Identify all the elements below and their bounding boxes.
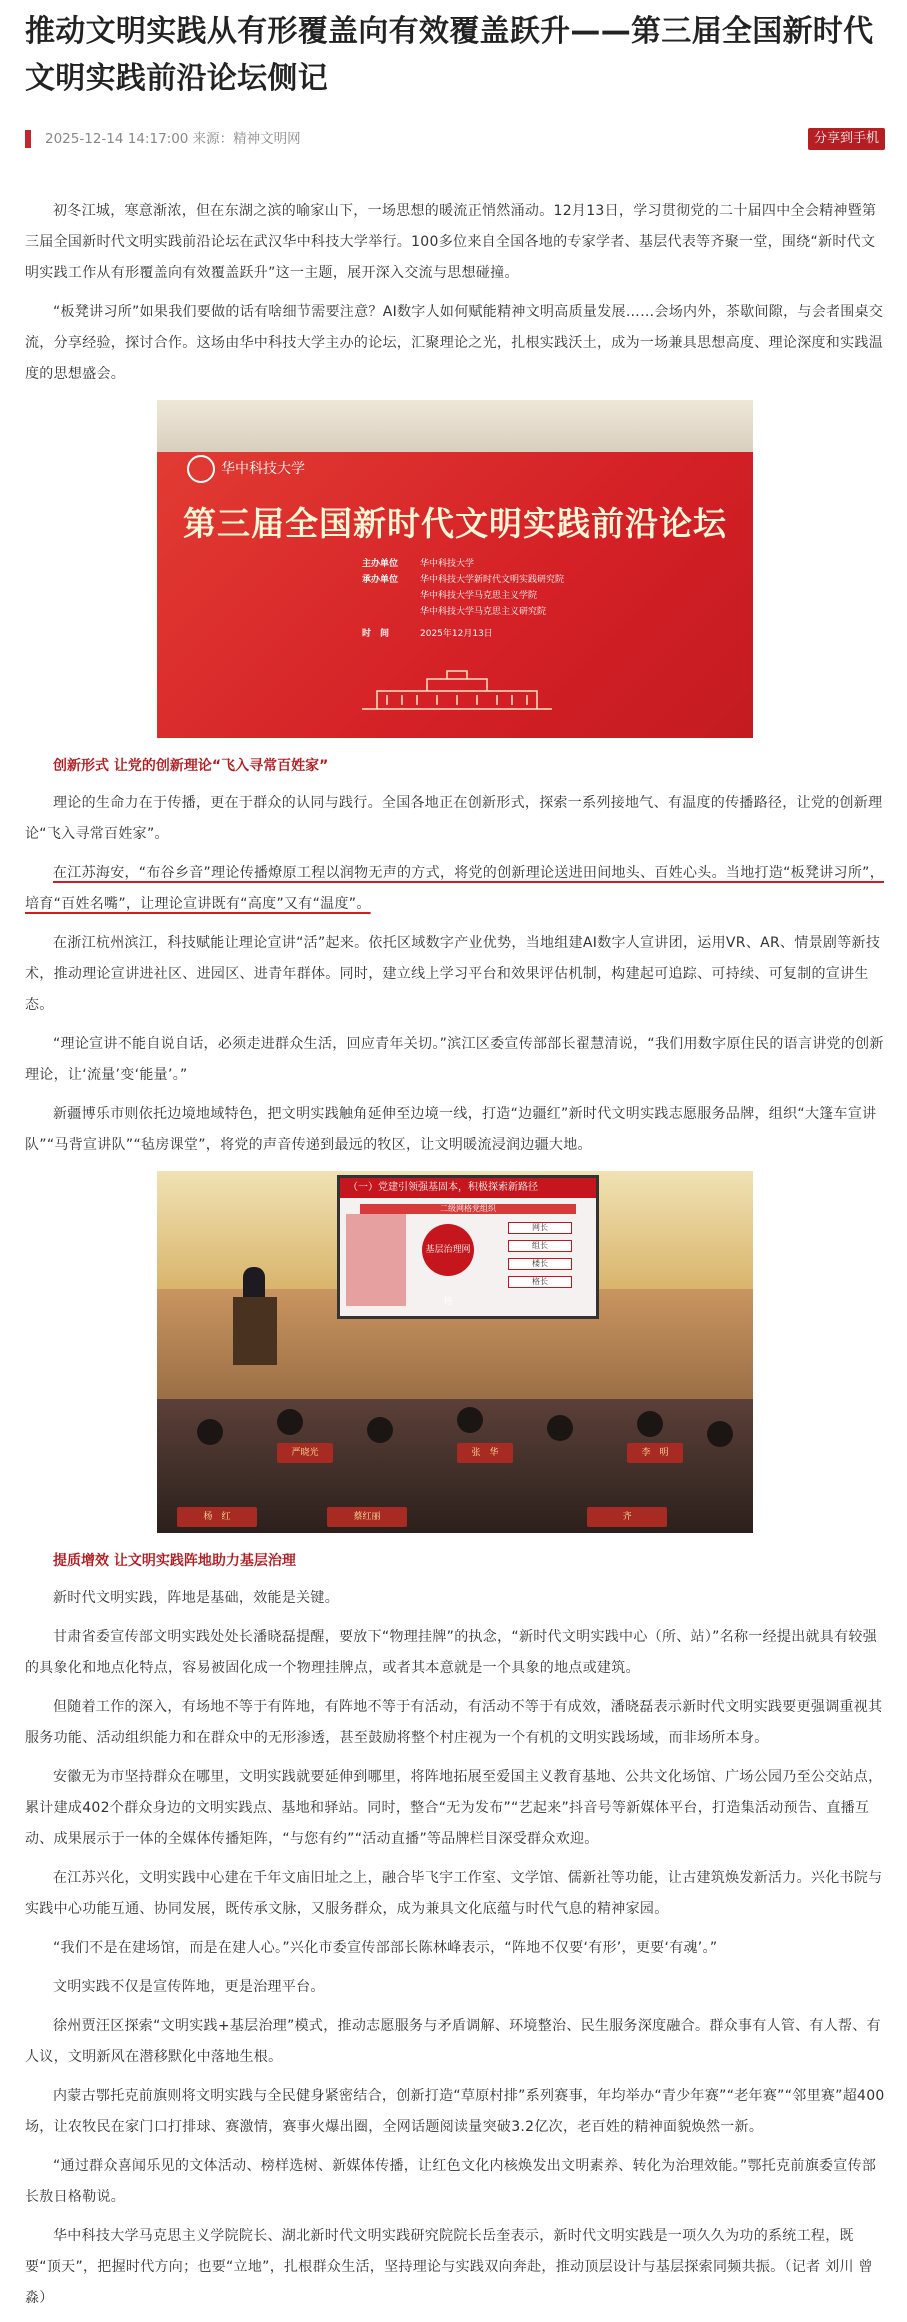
forum-session-photo <box>157 1171 753 1533</box>
article-meta <box>25 128 885 150</box>
forum-banner-photo <box>157 400 753 738</box>
paragraph: 华中科技大学马克思主义学院院长、湖北新时代文明实践研究院院长岳奎表示，新时代文明实践是一项久久为功的系统工程，既要“顶天”，把握时代方向；也要“立地”，扎根群众生活，坚持理论与实践双向奔赴，推动顶层设计与基层探索同频共振。（记者 刘川 曾淼） <box>25 2228 873 2306</box>
university-logo: 华中科技大学 <box>187 455 305 483</box>
paragraph: 初冬江城，寒意渐浓，但在东湖之滨的喻家山下，一场思想的暖流正悄然涌动。12月13日，学习贯彻党的二十届四中全会精神暨第三届全国新时代文明实践前沿论坛在武汉华中科技大学举行。100多位来自全国各地的专家学者、基层代表等齐聚一堂，围绕“新时代文明实践工作从有形覆盖向有效覆盖跃升”这一主题，展开深入交流与思想碰撞。 <box>25 203 877 281</box>
paragraph: 但随着工作的深入，有场地不等于有阵地，有阵地不等于有活动，有活动不等于有成效，潘晓磊表示新时代文明实践要更强调重视其服务功能、活动组织能力和在群众中的无形渗透，甚至鼓励将整个村庄视为一个有机的文明实践场域，而非场所本身。 <box>25 1699 883 1746</box>
paragraph: 徐州贾汪区探索“文明实践+基层治理”模式，推动志愿服务与矛盾调解、环境整治、民生服务深度融合。群众事有人管、有人帮、有人议，文明新风在潜移默化中落地生根。 <box>25 2018 881 2065</box>
paragraph: 安徽无为市坚持群众在哪里，文明实践就要延伸到哪里，将阵地拓展至爱国主义教育基地、公共文化场馆、广场公园乃至公交站点，累计建成402个群众身边的文明实践点、基地和驿站。同时，整合“无为发布”“艺起来”抖音号等新媒体平台，打造集活动预告、直播互动、成果展示于一体的全媒体传播矩阵，“与您有约”“活动直播”等品牌栏目深受群众欢迎。 <box>25 1769 883 1847</box>
paragraph: 新疆博乐市则依托边境地域特色，把文明实践触角延伸至边境一线，打造“边疆红”新时代文明实践志愿服务品牌，组织“大篷车宣讲队”“马背宣讲队”“毡房课堂”，将党的声音传递到最远的牧区，让文明暖流浸润边疆大地。 <box>25 1106 877 1153</box>
slide-title: （一）党建引领强基固本，积极探索新路径 <box>340 1178 596 1198</box>
section-heading: 提质增效 让文明实践阵地助力基层治理 <box>53 1553 296 1569</box>
banner-title: 第三届全国新时代文明实践前沿论坛 <box>183 504 727 543</box>
paragraph: 理论的生命力在于传播，更在于群众的认同与践行。全国各地正在创新形式，探索一系列接地气、有温度的传播路径，让党的创新理论“飞入寻常百姓家”。 <box>25 795 883 842</box>
paragraph: 在浙江杭州滨江，科技赋能让理论宣讲“活”起来。依托区域数字产业优势，当地组建AI数字人宣讲团，运用VR、AR、情景剧等新技术，推动理论宣讲进社区、进园区、进青年群体。同时，建立线上学习平台和效果评估机制，构建起可追踪、可持续、可复制的宣讲生态。 <box>25 935 881 1013</box>
banner-info: 主办单位 华中科技大学 承办单位 华中科技大学新时代文明实践研究院 华中科技大学马克思主义学院 华中科技大学马克思主义研究院 时 间 2025年12月13日 <box>362 559 565 639</box>
seal-icon <box>187 455 215 483</box>
name-card: 齐 <box>587 1507 667 1527</box>
building-illustration <box>357 665 557 711</box>
speaker <box>243 1267 265 1299</box>
paragraph: 在江苏兴化，文明实践中心建在千年文庙旧址之上，融合毕飞宇工作室、文学馆、儒新社等功能，让古建筑焕发新活力。兴化书院与实践中心功能互通、协同发展，既传承文脉，又服务群众，成为兼具文化底蕴与时代气息的精神家园。 <box>25 1870 883 1917</box>
share-to-phone-button[interactable]: 分享到手机 <box>808 128 885 150</box>
paragraph: “通过群众喜闻乐见的文体活动、榜样选树、新媒体传播，让红色文化内核焕发出文明素养、转化为治理效能。”鄂托克前旗委宣传部长敖日格勒说。 <box>25 2158 877 2205</box>
name-card: 蔡红丽 <box>327 1507 407 1527</box>
audience-head <box>547 1415 573 1441</box>
audience-head <box>277 1409 303 1435</box>
paragraph: “理论宣讲不能自说自话，必须走进群众生活，回应青年关切。”滨江区委宣传部部长翟慧清说，“我们用数字原住民的语言讲党的创新理论，让‘流量’变‘能量’。” <box>25 1036 884 1083</box>
slide-subtitle: 二级网格党组织 <box>360 1204 576 1214</box>
presentation-screen: （一）党建引领强基固本，积极探索新路径 二级网格党组织 基层治理网格 网长 组长 楼长 格长 <box>337 1175 599 1319</box>
name-card: 杨 红 <box>177 1507 257 1527</box>
audience-head <box>637 1411 663 1437</box>
ceiling <box>157 400 753 452</box>
audience-head <box>457 1407 483 1433</box>
article-title: 推动文明实践从有形覆盖向有效覆盖跃升——第三届全国新时代文明实践前沿论坛侧记 <box>25 14 874 96</box>
name-card: 严晓光 <box>277 1443 333 1463</box>
meta-marker <box>25 130 31 148</box>
name-card: 李 明 <box>627 1443 683 1463</box>
paragraph: 文明实践不仅是宣传阵地，更是治理平台。 <box>53 1979 325 1995</box>
paragraph: “板凳讲习所”如果我们要做的话有啥细节需要注意？AI数字人如何赋能精神文明高质量发展……会场内外，茶歇间隙，与会者围桌交流，分享经验，探讨合作。这场由华中科技大学主办的论坛，汇聚理论之光，扎根实践沃土，成为一场兼具思想高度、理论深度和实践温度的思想盛会。 <box>25 304 884 382</box>
underlined-text: 在江苏海安，“布谷乡音”理论传播燎原工程以润物无声的方式，将党的创新理论送进田间地头、百姓心头。当地打造“板凳讲习所”，培育“百姓名嘴”，让理论宣讲既有“高度”又有“温度”。 <box>25 865 885 912</box>
audience-head <box>197 1419 223 1445</box>
paragraph: 新时代文明实践，阵地是基础，效能是关键。 <box>53 1590 339 1606</box>
audience <box>157 1399 753 1533</box>
audience-head <box>707 1421 733 1447</box>
slide-photo <box>346 1214 406 1306</box>
audience-head <box>367 1417 393 1443</box>
podium <box>233 1297 277 1365</box>
name-card: 张 华 <box>457 1443 513 1463</box>
section-heading: 创新形式 让党的创新理论“飞入寻常百姓家” <box>53 758 329 774</box>
paragraph: 内蒙古鄂托克前旗则将文明实践与全民健身紧密结合，创新打造“草原村排”系列赛事，年均举办“青少年赛”“老年赛”“邻里赛”超400场，让农牧民在家门口打排球、赛激情，赛事火爆出圈，全网话题阅读量突破3.2亿次，老百姓的精神面貌焕然一新。 <box>25 2088 885 2135</box>
paragraph: 甘肃省委宣传部文明实践处处长潘晓磊提醒，要放下“物理挂牌”的执念，“新时代文明实践中心（所、站）”名称一经提出就具有较强的具象化和地点化特点，容易被固化成一个物理挂牌点，或者其本意就是一个具象的地点或建筑。 <box>25 1629 878 1676</box>
publish-info: 2025-12-14 14:17:00 来源：精神文明网 <box>45 131 301 147</box>
slide-circle: 基层治理网格 <box>422 1224 474 1276</box>
highlighted-paragraph <box>25 858 885 920</box>
paragraph: “我们不是在建场馆，而是在建人心。”兴化市委宣传部部长陈林峰表示，“阵地不仅要‘有形’，更要‘有魂’。” <box>53 1940 718 1956</box>
article-body <box>25 196 885 2322</box>
